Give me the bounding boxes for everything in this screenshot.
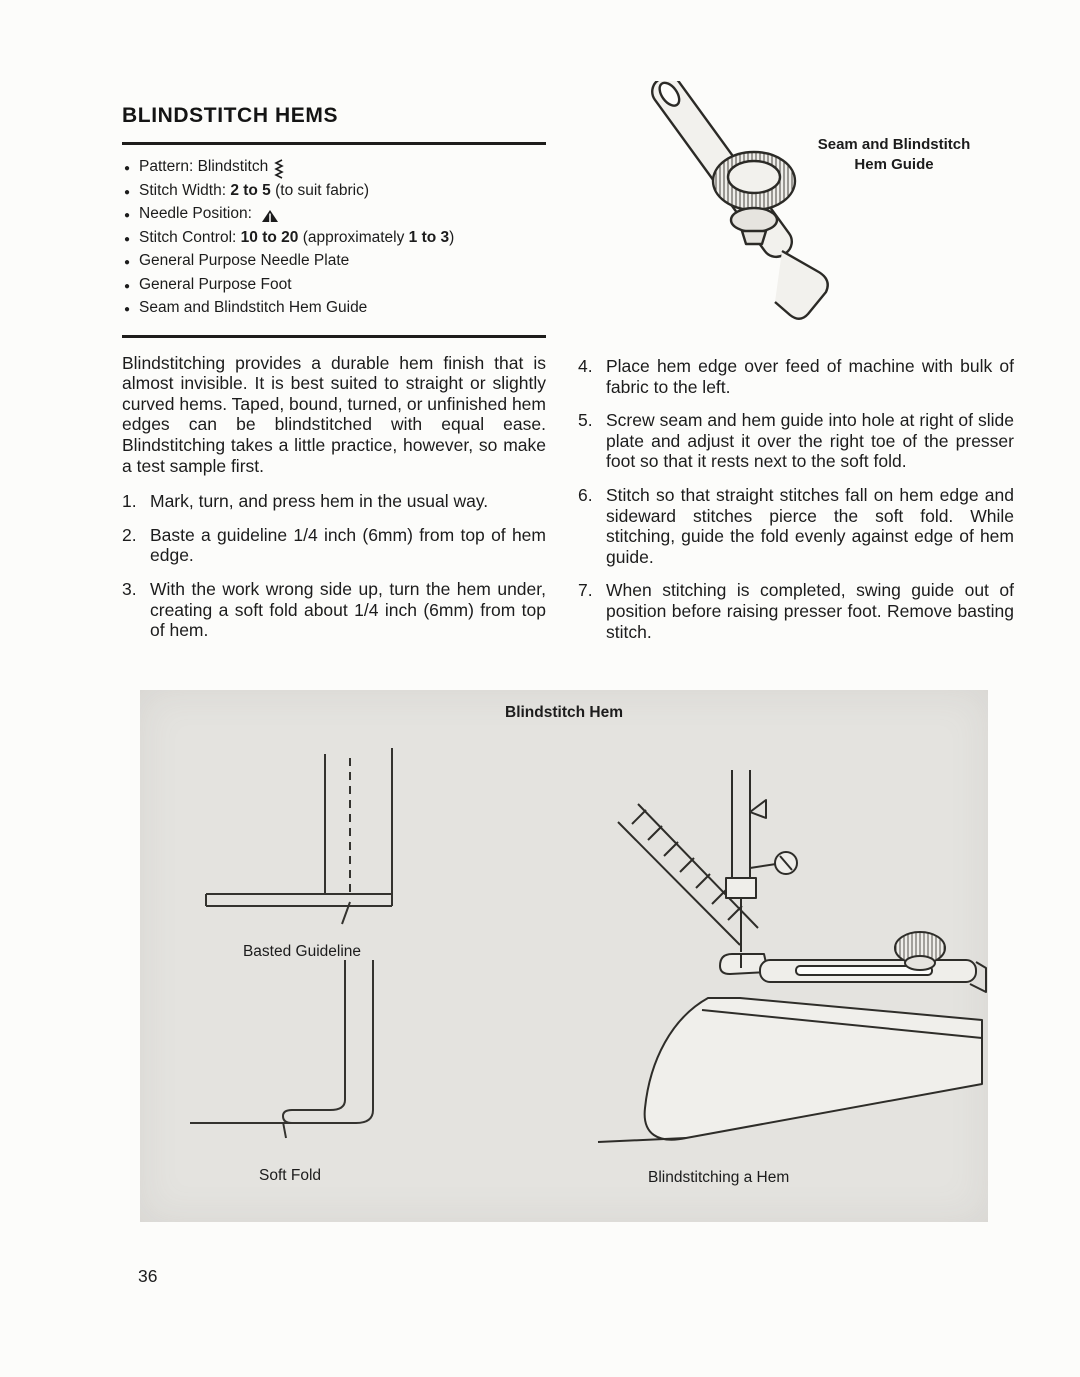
blindstitching-illustration bbox=[590, 760, 990, 1160]
step-text: Place hem edge over feed of machine with bulk of fabric to the left. bbox=[606, 356, 1014, 397]
list-item bbox=[122, 274, 546, 298]
right-column bbox=[578, 85, 1014, 655]
bullet-icon: ● bbox=[124, 257, 131, 269]
blindstitch-pattern-icon bbox=[273, 158, 285, 180]
setting-text: Stitch Control: 10 to 20 (approximately 1 to 3) bbox=[139, 228, 455, 246]
step-number: 4. bbox=[578, 356, 593, 376]
step-item bbox=[122, 491, 546, 512]
step-item bbox=[122, 525, 546, 566]
divider-bottom bbox=[122, 335, 546, 338]
bullet-icon: ● bbox=[124, 163, 131, 175]
needle-position-icon bbox=[261, 209, 279, 223]
bullet-icon: ● bbox=[124, 304, 131, 316]
blindstitching-figure bbox=[590, 760, 990, 1187]
step-item bbox=[578, 410, 1014, 472]
setting-text: Stitch Width: 2 to 5 (to suit fabric) bbox=[139, 181, 369, 199]
step-item bbox=[578, 485, 1014, 567]
figure-label-line2: Hem Guide bbox=[854, 156, 934, 173]
step-item bbox=[578, 356, 1014, 397]
hem-guide-illustration bbox=[642, 81, 852, 326]
divider-top bbox=[122, 142, 546, 145]
intro-paragraph: Blindstitching provides a durable hem finish that is almost invisible. It is best suited to straight or slightly curved hems. Taped, bound, turned, or unfinished hem edges can be blindstitched with equal ease. Blindstitching takes a little practice, however, so make a test sample first. bbox=[122, 352, 546, 476]
basted-guideline-figure bbox=[192, 746, 412, 961]
illustration-panel bbox=[140, 690, 988, 1222]
steps-right bbox=[578, 356, 1014, 642]
step-number: 1. bbox=[122, 491, 137, 512]
step-text: Baste a guideline 1/4 inch (6mm) from top of hem edge. bbox=[150, 524, 546, 566]
setting-text: Needle Position: bbox=[139, 203, 279, 225]
machine-settings-list bbox=[122, 156, 546, 321]
list-item bbox=[122, 180, 546, 204]
step-number: 6. bbox=[578, 484, 593, 505]
bullet-icon: ● bbox=[124, 186, 131, 198]
step-text: When stitching is completed, swing guide out of position before raising presser foot. Remove basting stitch. bbox=[606, 580, 1014, 642]
list-item bbox=[122, 156, 546, 180]
step-text: Stitch so that straight stitches fall on hem edge and sideward stitches pierce the soft fold. While stitching, guide the fold evenly against edge of hem guide. bbox=[606, 484, 1014, 567]
figure-caption: Basted Guideline bbox=[242, 943, 362, 960]
bullet-icon: ● bbox=[124, 210, 131, 222]
list-item bbox=[122, 250, 546, 274]
page-number: 36 bbox=[138, 1266, 158, 1286]
list-item bbox=[122, 203, 546, 227]
setting-text bbox=[139, 156, 285, 178]
step-number: 2. bbox=[122, 524, 137, 545]
step-item bbox=[578, 580, 1014, 642]
setting-text: General Purpose Needle Plate bbox=[139, 252, 350, 270]
figure-label-line1: Seam and Blindstitch bbox=[817, 136, 971, 153]
step-text: With the work wrong side up, turn the hem under, creating a soft fold about 1/4 inch (6mm) from top of hem. bbox=[150, 578, 546, 641]
figure-caption: Blindstitching a Hem bbox=[648, 1169, 790, 1186]
step-number: 5. bbox=[578, 410, 593, 431]
step-number: 3. bbox=[122, 578, 137, 599]
page-title: BLINDSTITCH HEMS bbox=[122, 104, 339, 127]
setting-label: Pattern: Blindstitch bbox=[139, 158, 269, 176]
figure-caption: Soft Fold bbox=[258, 1167, 322, 1184]
left-column bbox=[122, 104, 546, 654]
figure-label bbox=[796, 135, 992, 175]
step-item bbox=[122, 579, 546, 641]
bullet-icon: ● bbox=[124, 280, 131, 292]
setting-text: Seam and Blindstitch Hem Guide bbox=[139, 299, 368, 317]
hem-guide-figure bbox=[578, 85, 1014, 341]
panel-title: Blindstitch Hem bbox=[505, 704, 623, 721]
steps-left bbox=[122, 491, 546, 641]
bullet-icon: ● bbox=[124, 233, 131, 245]
step-text: Mark, turn, and press hem in the usual way. bbox=[150, 491, 489, 512]
step-text: Screw seam and hem guide into hole at right of slide plate and adjust it over the right toe of the presser foot so that it rests next to the soft fold. bbox=[606, 410, 1014, 472]
soft-fold-illustration bbox=[180, 960, 400, 1150]
soft-fold-figure bbox=[180, 960, 400, 1185]
step-number: 7. bbox=[578, 580, 593, 601]
list-item bbox=[122, 297, 546, 321]
basted-guideline-illustration bbox=[192, 746, 412, 936]
list-item bbox=[122, 227, 546, 251]
setting-text: General Purpose Foot bbox=[139, 275, 292, 293]
